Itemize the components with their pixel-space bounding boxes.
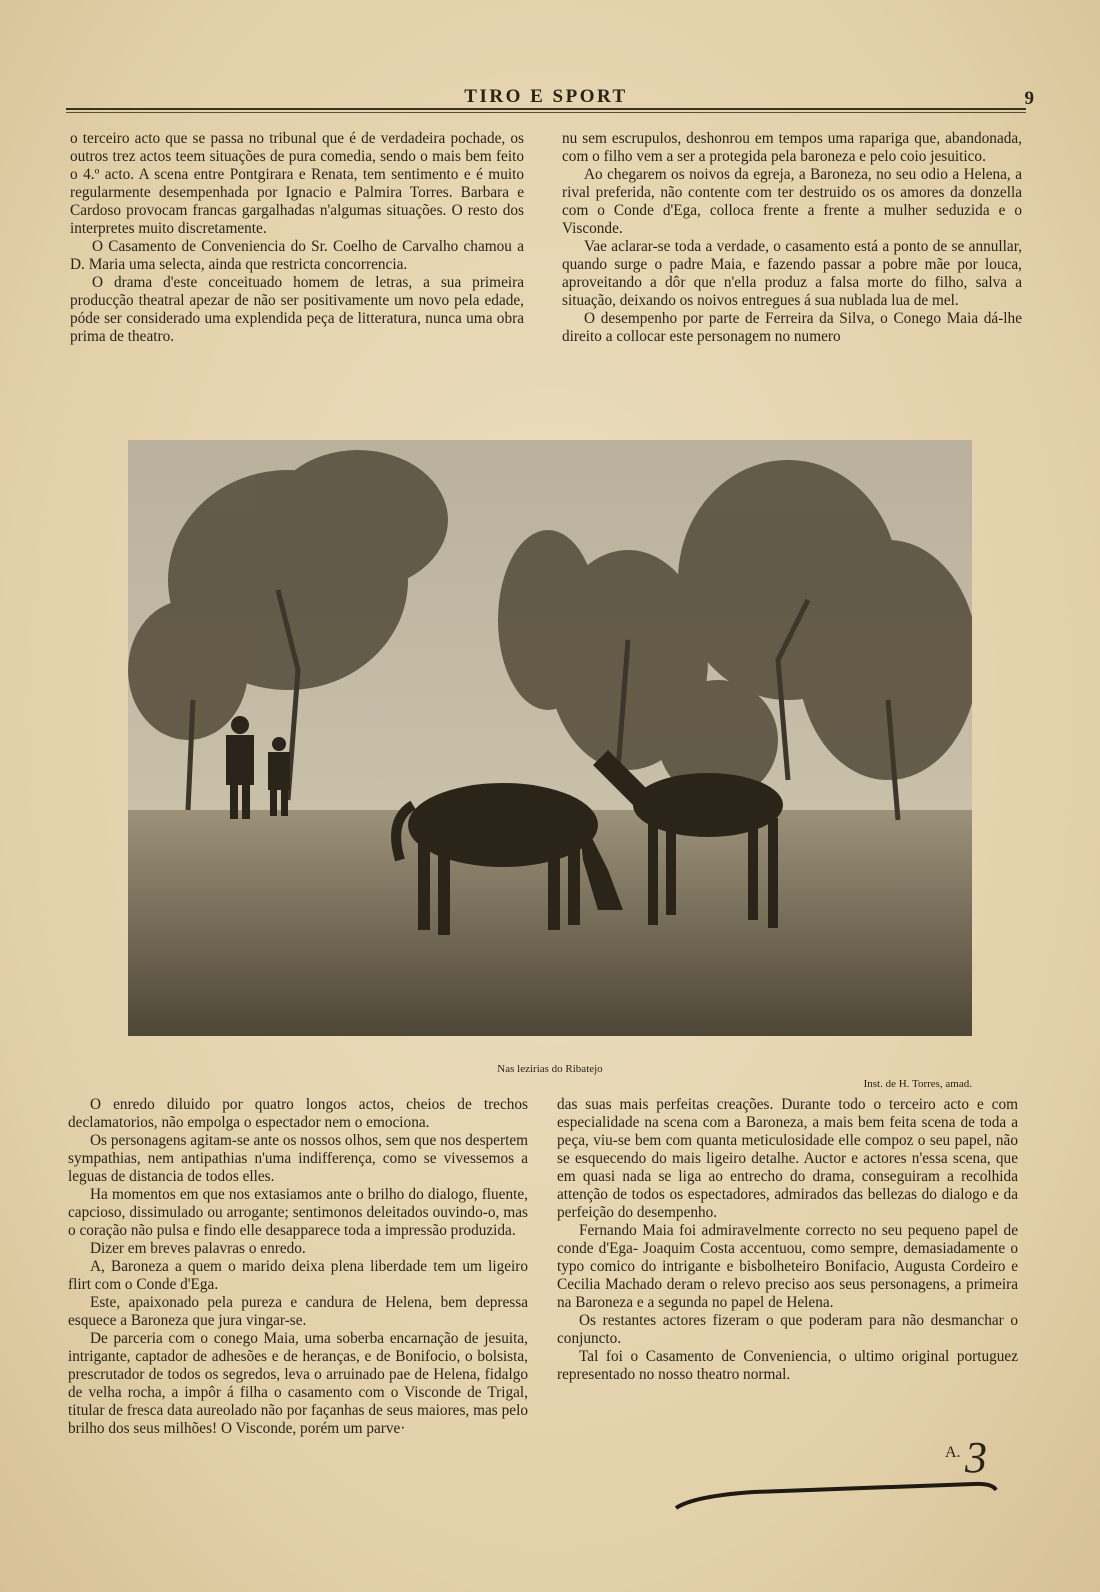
paragraph: Fernando Maia foi admiravelmente correcto no seu pequeno papel de conde d'Ega- Joaquim Costa accentuou, como sempre, demasiadamente o typo comico do intrigante e bisbolheteiro Bonifacio, Augusta Cordeiro e Cecilia Machado deram o relevo preciso aos seus personagens, a primeira na Baroneza e a segunda no papel de Helena.: [557, 1222, 1018, 1311]
horses-photograph: [128, 440, 972, 1036]
column-top-left: [70, 130, 524, 346]
magazine-title: TIRO E SPORT: [464, 86, 628, 107]
header-rule: [66, 108, 1026, 110]
paragraph: Ao chegarem os noivos da egreja, a Baroneza, no seu odio a Helena, a rival preferida, não contente com ter destruido os os amores da donzella com o Conde d'Ega, colloca frente a frente a mulher seduzida e o Visconde.: [562, 166, 1022, 237]
photo-image: [128, 440, 972, 1036]
paragraph: Tal foi o Casamento de Conveniencia, o ultimo original portuguez representado no nosso theatro normal.: [557, 1348, 1018, 1383]
paragraph: Os restantes actores fizeram o que poderam para não desmanchar o conjuncto.: [557, 1312, 1018, 1347]
page-header: [66, 86, 1034, 109]
signature-flourish-icon: [674, 1478, 1004, 1514]
photo-caption: Nas lezirias do Ribatejo: [497, 1063, 603, 1075]
paragraph: O enredo diluido por quatro longos actos, cheios de trechos declamatorios, não empolga o espectador nem o emociona.: [68, 1096, 528, 1131]
paragraph: Os personagens agitam-se ante os nossos olhos, sem que nos despertem sympathias, nem antipathias n'uma indifferença, como se vivessemos a leguas de distancia de todos elles.: [68, 1132, 529, 1185]
page-number: 9: [1024, 88, 1034, 109]
header-rule-thin: [66, 112, 1026, 113]
photo-credit: Inst. de H. Torres, amad.: [863, 1078, 972, 1090]
paragraph: Vae aclarar-se toda a verdade, o casamento está a ponto de se annullar, quando surge o padre Maia, e fazendo passar a pobre mãe por louca, aproveitando a dôr que n'ella produz a falsa morte do filho, salva a situação, deixando os noivos entregues á sua nublada lua de mel.: [562, 238, 1022, 309]
paragraph: Ha momentos em que nos extasiamos ante o brilho do dialogo, fluente, capcioso, dissimulado ou arrogante; sentimonos deleitados ouvindo-o, mas o coração não pulsa e findo elle desapparece toda a impressão produzida.: [68, 1186, 528, 1239]
paragraph: O Casamento de Conveniencia do Sr. Coelho de Carvalho chamou a D. Maria uma selecta, ainda que restricta concorrencia.: [70, 238, 524, 273]
column-bottom-right: [557, 1096, 1018, 1384]
paragraph: Este, apaixonado pela pureza e candura de Helena, bem depressa esquece a Baroneza que jura vingar-se.: [68, 1294, 528, 1329]
column-top-right: [562, 130, 1022, 346]
paragraph: o terceiro acto que se passa no tribunal que é de verdadeira pochade, os outros trez actos teem situações de pura comedia, sendo o mais bem feito o 4.º acto. A scena entre Pontgirara e Renata, tem sentimento e é muito regularmente desempenhada por Ignacio e Palmira Torres. Barbara e Cardoso provocam francas gargalhadas n'algumas situações. O resto dos interpretes muito discretamente.: [70, 130, 524, 237]
paragraph: O drama d'este conceituado homem de letras, a sua primeira producção theatral apezar de não ser positivamente um novo pela edade, póde ser considerado uma explendida peça de litteratura, nunca uma obra prima de theatro.: [70, 274, 524, 345]
author-mark: 3: [965, 1433, 987, 1482]
paragraph: De parceria com o conego Maia, uma soberba encarnação de jesuita, intrigante, captador de adhesões e de heranças, e de Bonifocio, o bolsista, prescrutador de todos os segredos, leva o arruinado pae de Helena, fidalgo de velha rocha, a impôr á filha o casamento com o Visconde de Trigal, titular de fresca data aureolado não por façanhas de seus maiores, mas pelo brilho dos seus milhões! O Visconde, porém um parve·: [68, 1330, 528, 1437]
paragraph: das suas mais perfeitas creações. Durante todo o terceiro acto e com especialidade na scena com a Baroneza, a mais bem feita scena de toda a peça, viu-se bem com quanta meticulosidade elle compoz o seu papel, não se esquecendo do mais ligeiro detalhe. Auctor e actores n'essa scena, que em quasi nada se liga ao entrecho do drama, conseguiram a recolhida attenção de todos os espectadores, admirados das bellezas do dialogo e da perfeição do desempenho.: [557, 1096, 1018, 1221]
column-bottom-left: [68, 1096, 528, 1438]
paragraph: O desempenho por parte de Ferreira da Silva, o Conego Maia dá-lhe direito a collocar este personagem no numero: [562, 310, 1022, 345]
paragraph: nu sem escrupulos, deshonrou em tempos uma rapariga que, abandonada, com o filho vem a ser a protegida pela baroneza e pelo coio jesuitico.: [562, 130, 1022, 165]
paragraph: Dizer em breves palavras o enredo.: [90, 1240, 306, 1257]
paragraph: A, Baroneza a quem o marido deixa plena liberdade tem um ligeiro flirt com o Conde d'Ega.: [68, 1258, 528, 1293]
author-initial: A.: [945, 1444, 961, 1461]
